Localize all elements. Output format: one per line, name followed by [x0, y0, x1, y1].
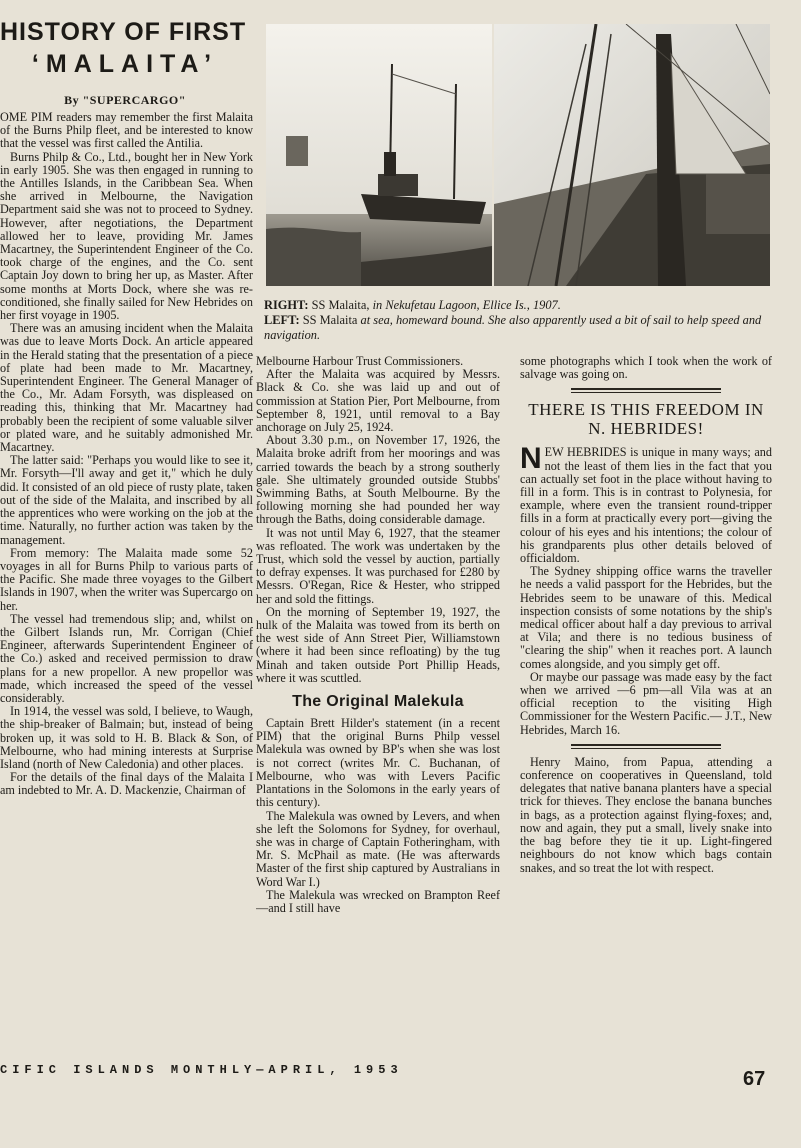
paragraph: Melbourne Harbour Trust Commissioners.: [256, 355, 464, 368]
paragraph-with-dropcap: [520, 442, 772, 566]
section-heading: The Original Malekula: [292, 693, 464, 711]
paragraph-text: EW HEBRIDES is unique in many ways; and not the least of them lies in the fact that you can actually set foot in the place without having to fill in a form. This is in contrast to Polynesia, for example, where even the transient round-tripper fills in a form at practically every port—giving the colour of his eyes and his intentions; the colour of his grandparents plus other details beloved of officialdom.: [520, 445, 772, 566]
caption-right-text: in Nekufetau Lagoon, Ellice Is., 1907.: [372, 298, 561, 312]
paragraph: After the Malaita was acquired by Messrs. Black & Co. she was laid up and out of commission at Station Pier, Port Melbourne, from September 8, 1921, until removal to a Bay anchorage on July 25, 1924.: [256, 367, 500, 435]
paragraph: It was not until May 6, 1927, that the steamer was refloated. The work was undertaken by the Trust, which sold the vessel by auction, partially to defray expenses. It was purchased for £280 by Messrs. O'Regan, Rice & Hester, who stripped her and sold the fittings.: [256, 525, 500, 606]
caption-left-label: LEFT:: [264, 313, 300, 327]
caption-right-label: RIGHT:: [264, 298, 309, 312]
paragraph: From memory: The Malaita made some 52 voyages in all for Burns Philp to various parts of the Pacific. She made three voyages to the Gilbert Islands in 1907, when the writer was Supercargo on her.: [0, 545, 253, 613]
paragraph: some photographs which I took when the work of salvage was going on.: [520, 355, 772, 382]
paragraph: Burns Philp & Co., Ltd., bought her in New York in early 1905. She was then engaged in running to the Antilles Islands, in the Caribbean Sea. When she arrived in Melbourne, the Navigation Department said she was not to proceed to Sydney. However, after negotiations, the Department allowed her to leave, providing Mr. James Macartney, the Superintendent Engineer of the Co. took charge of the engines, and the Co. sent Captain Joy down to bring her up, as Master. After some months at Morts Dock, where she was re-conditioned, she finally sailed for New Hebrides on her first voyage in 1905.: [0, 149, 253, 323]
page-number: 67: [743, 1068, 766, 1090]
byline: By "SUPERCARGO": [64, 93, 186, 107]
paragraph: Captain Brett Hilder's statement (in a recent PIM) that the original Burns Philp vessel Malekula was owned by BP's when she was lost is not correct (writes Mr. C. Buchanan, of Melbourne, who was with Levers Pacific Plantations in the Solomons in the early years of this century).: [256, 716, 500, 810]
paragraph: The Malekula was wrecked on Brampton Reef—and I still have: [256, 887, 500, 915]
caption-left-ship: SS Malaita: [302, 313, 358, 327]
caption-right: [264, 298, 774, 313]
caption-left-text: at sea, homeward bound. She also apparently used a bit of sail to help speed and navigation.: [264, 313, 762, 342]
paragraph: The vessel had tremendous slip; and, whilst on the Gilbert Islands run, Mr. Corrigan (Chief Engineer, afterwards Superintendent Engineer of the Co.) asked and received permission to draw plans for a new propellor. A new propellor was made, which increased the speed of the vessel considerably.: [0, 611, 253, 705]
paragraph: Henry Maino, from Papua, attending a conference on cooperatives in Queensland, told delegates that native banana planters have a special trick for thieves. They enclose the banana bunches in bags, as a protection against flying-foxes; and, now and again, they put a small, lively snake into the bag before they tie it up. Light-fingered neighbours do not know which bags contain snakes, and so treat the lot with respect.: [520, 754, 772, 875]
article-column-3: [520, 355, 772, 1055]
article-title-line-2: ‘MALAITA’: [31, 50, 219, 78]
photo-caption: [264, 298, 774, 343]
ship-photographs-illustration: [266, 24, 770, 286]
divider: [571, 744, 721, 749]
paragraph: The Sydney shipping office warns the traveller he needs a valid passport for the Hebrides, but the Hebrides seem to be unaware of this. Medical inspection consists of some notations by the ship's medical officer about half a day previous to arrival at Vila; and there is no tedious business of "clearing the ship" when it reaches port. A launch comes alongside, and you simply get off.: [520, 564, 772, 671]
divider: [571, 388, 721, 393]
caption-right-ship: SS Malaita,: [311, 298, 370, 312]
paragraph: For the details of the final days of the Malaita I am indebted to Mr. A. D. Mackenzie, Chairman of: [0, 770, 253, 798]
paragraph: There was an amusing incident when the Malaita was due to leave Morts Dock. An article appeared in the Herald stating that the presentation of a piece of plate had been made to Mr. Macartney, Superintendent Engineer. The General Manager of the Co., Mr. Adam Forsyth, was displeased on reading this, thinking that Mr. Macartney had probably been the recipient of some valuable silver or plated ware, and he suitably admonished Mr. Macartney.: [0, 321, 253, 455]
magazine-footer: CIFIC ISLANDS MONTHLY—APRIL, 1953: [0, 1063, 403, 1077]
article-title-line-1: HISTORY OF FIRST: [0, 18, 247, 46]
section-headline: THERE IS THIS FREEDOM IN N. HEBRIDES!: [528, 400, 764, 439]
paragraph: Or maybe our passage was made easy by the fact when we arrived —6 pm—all Vila was at an official reception to the visiting High Commissioner for the Western Pacific.— J.T., New Hebrides, March 16.: [520, 669, 772, 737]
paragraph: On the morning of September 19, 1927, the hulk of the Malaita was towed from its berth on the west side of Ann Street Pier, Williamstown (where it had been since refloating) by the tug Minah and taken outside Port Phillip Heads, where it was scuttled.: [256, 604, 500, 685]
caption-left: [264, 313, 774, 343]
paragraph: OME PIM readers may remember the first Malaita of the Burns Philp fleet, and be interested to know that the vessel was first called the Antilia.: [0, 111, 253, 151]
paragraph: The Malekula was owned by Levers, and when she left the Solomons for Sydney, for overhaul, she was in charge of Captain Fotheringham, with Mr. S. McPhail as mate. (He was afterwards Master of the first ship captured by Australians in Word War I.): [256, 808, 500, 889]
drop-cap: N: [520, 442, 542, 476]
ship-photographs: [266, 24, 770, 286]
article-column-1: [0, 111, 253, 1019]
paragraph: The latter said: "Perhaps you would like to see it, Mr. Forsyth—I'll away and get it," which he duly did. It consisted of an old piece of rusty plate, taken out of the side of the Malaita, and inscribed by all the apprentices who were working on the job at the time. Naturally, no further action was taken by the management.: [0, 453, 253, 547]
paragraph: In 1914, the vessel was sold, I believe, to Waugh, the ship-breaker of Balmain; but, instead of being broken up, it was sold to H. B. Black & Son, of Melbourne, who had mining interests at Surprise Island (north of New Caledonia) and other places.: [0, 704, 253, 771]
paragraph: About 3.30 p.m., on November 17, 1926, the Malaita broke adrift from her moorings and was carried towards the beach by a strong southerly gale. She ultimately grounded outside Stubbs' Swimming Baths, at South Melbourne. By the following morning she had pounded her way through the Baths, doing considerable damage.: [256, 433, 500, 527]
article-column-2: [256, 355, 500, 1055]
